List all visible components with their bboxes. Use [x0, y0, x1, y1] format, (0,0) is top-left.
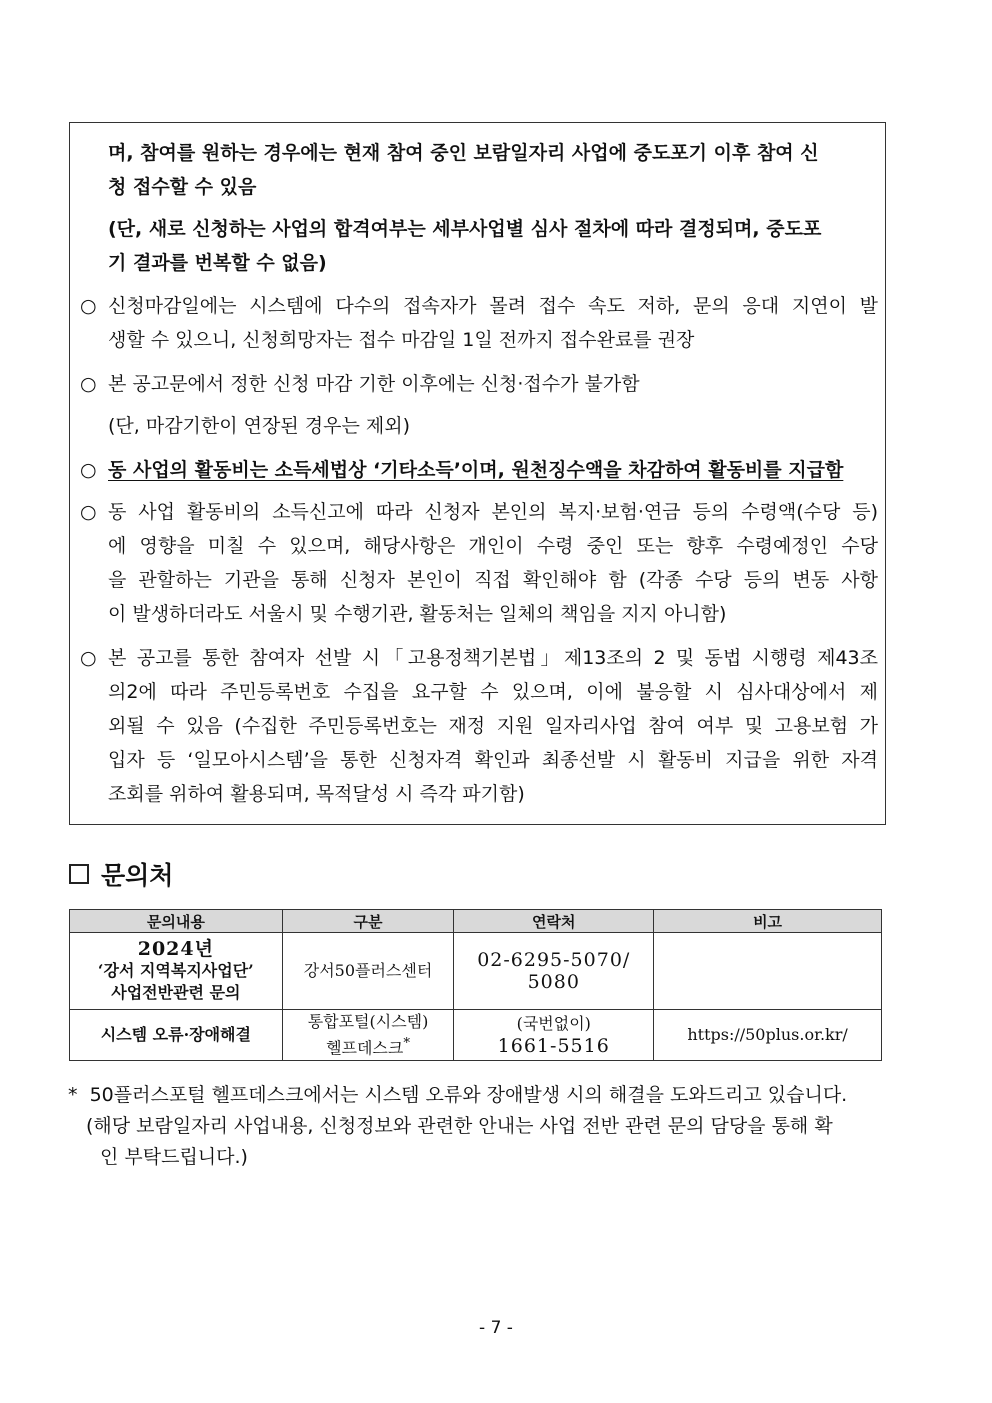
bullet-circle-icon: ○: [80, 373, 97, 395]
footnote-mark: *: [403, 1035, 411, 1051]
phone-cell: [454, 933, 654, 1010]
notice-item-deadline: 신청마감일에는 시스템에 다수의 접속자가 몰려 접수 속도 저하, 문의 응대 지연이 발: [108, 295, 878, 317]
notice-item-closing: 본 공고문에서 정한 신청 마감 기한 이후에는 신청·접수가 불가함: [108, 373, 640, 395]
continuation-line: 청 접수할 수 있음: [108, 176, 257, 198]
continuation-note: (단, 새로 신청하는 사업의 합격여부는 세부사업별 심사 절차에 따라 결정되며, 중도포: [108, 218, 822, 240]
inquiry-cell: [70, 933, 283, 1010]
note-cell: [654, 933, 882, 1010]
continuation-line: 며, 참여를 원하는 경우에는 현재 참여 중인 보람일자리 사업에 중도포기 이후 참여 신: [108, 142, 819, 164]
header-category: 구분: [282, 910, 454, 933]
category-cell: [282, 1010, 454, 1061]
section-title: 문의처: [101, 861, 174, 890]
header-phone: 연락처: [454, 910, 654, 933]
inquiry-program: ‘강서 지역복지사업단’: [97, 961, 254, 980]
square-checkbox-icon: [69, 864, 89, 884]
footnote-line: 인 부탁드립니다.): [100, 1146, 248, 1168]
inquiry-cell: 시스템 오류·장애해결: [70, 1010, 283, 1061]
notice-item-tax: 에 영향을 미칠 수 있으며, 해당사항은 개인이 수령 중인 또는 향후 수령예정인 수당: [108, 535, 878, 557]
website-link[interactable]: https://50plus.or.kr/: [654, 1010, 882, 1061]
bullet-circle-icon: ○: [80, 295, 97, 317]
notice-item-tax: 이 발생하더라도 서울시 및 수행기관, 활동처는 일체의 책임을 지지 아니함): [108, 603, 727, 625]
phone-number: 02-6295-5070/: [477, 949, 631, 971]
notice-item-resident-number: 본 공고를 통한 참여자 선발 시「고용정책기본법」제13조의 2 및 동법 시행령 제43조: [108, 647, 878, 669]
page-number: - 7 -: [479, 1318, 513, 1338]
footnote-mark: *: [68, 1084, 78, 1106]
notice-item-tax: 동 사업 활동비의 소득신고에 따라 신청자 본인의 복지·보험·연금 등의 수령액(수당 등): [108, 501, 878, 523]
header-inquiry: 문의내용: [70, 910, 283, 933]
table-header-row: [70, 910, 882, 933]
notice-item-deadline: 생할 수 있으니, 신청희망자는 접수 마감일 1일 전까지 접수완료를 권장: [108, 329, 695, 351]
notice-item-resident-number: 조회를 위하여 활용되며, 목적달성 시 즉각 파기함): [108, 783, 525, 805]
category-cell: 강서50플러스센터: [282, 933, 454, 1010]
notice-item-closing: (단, 마감기한이 연장된 경우는 제외): [108, 415, 410, 437]
notice-item-resident-number: 외될 수 있음 (수집한 주민등록번호는 재정 지원 일자리사업 참여 여부 및 고용보험 가: [108, 715, 878, 737]
inquiry-topic: 사업전반관련 문의: [111, 983, 241, 1002]
table-row: [70, 933, 882, 1010]
continuation-note: 기 결과를 번복할 수 없음): [108, 252, 327, 274]
footnote-line: [68, 1078, 847, 1112]
notice-item-resident-number: 의2에 따라 주민등록번호 수집을 요구할 수 있으며, 이에 불응할 시 심사대상에서 제: [108, 681, 878, 703]
footnote-line: (해당 보람일자리 사업내용, 신청정보와 관련한 안내는 사업 전반 관련 문의 담당을 통해 확: [86, 1115, 833, 1137]
notice-item-tax: 을 관할하는 기관을 통해 신청자 본인이 직접 확인해야 함 (각종 수당 등의 변동 사항: [108, 569, 878, 591]
footnote-text: 50플러스포털 헬프데스크에서는 시스템 오류와 장애발생 시의 해결을 도와드리고 있습니다.: [89, 1084, 848, 1106]
notice-box: [69, 122, 886, 825]
table-row: [70, 1010, 882, 1061]
notice-item-income: 동 사업의 활동비는 소득세법상 ‘기타소득’이며, 원천징수액을 차감하여 활동비를 지급함: [108, 459, 844, 481]
bullet-circle-icon: ○: [80, 501, 97, 523]
bullet-circle-icon: ○: [80, 647, 97, 669]
phone-extension: 5080: [527, 971, 580, 993]
notice-item-resident-number: 입자 등 ‘일모아시스템’을 통한 신청자격 확인과 최종선발 시 활동비 지급을 위한 자격: [108, 749, 878, 771]
inquiry-year: 2024년: [137, 938, 214, 960]
phone-number: 1661-5516: [497, 1035, 610, 1057]
section-header-contact: [69, 857, 173, 891]
category-line: 헬프데스크*: [326, 1035, 411, 1058]
bullet-circle-icon: ○: [80, 459, 97, 481]
header-note: 비고: [654, 910, 882, 933]
phone-cell: [454, 1010, 654, 1061]
category-line: 통합포털(시스템): [307, 1011, 429, 1031]
phone-prefix-note: (국번없이): [516, 1014, 591, 1033]
contact-table: [69, 909, 882, 1061]
